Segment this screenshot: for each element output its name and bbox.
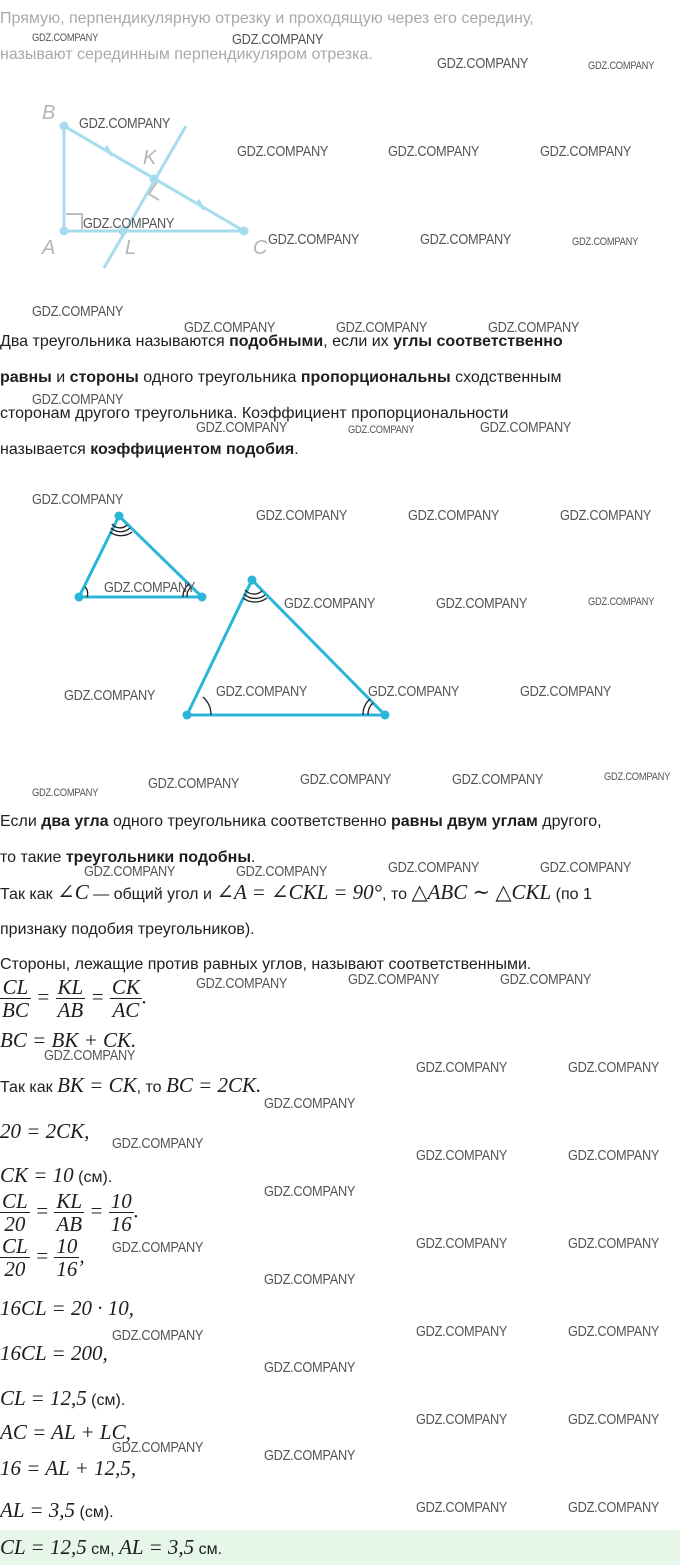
label-b: B	[42, 102, 56, 124]
watermark: GDZ.COMPANY	[148, 775, 240, 792]
equation-ac: AC = AL + LC,	[0, 1420, 131, 1444]
watermark: GDZ.COMPANY	[368, 683, 460, 700]
watermark: GDZ.COMPANY	[79, 115, 171, 132]
label-c: C	[253, 237, 268, 259]
watermark: GDZ.COMPANY	[32, 491, 124, 508]
watermark: GDZ.COMPANY	[104, 579, 196, 596]
watermark: GDZ.COMPANY	[436, 595, 528, 612]
watermark: GDZ.COMPANY	[500, 971, 592, 988]
watermark: GDZ.COMPANY	[540, 143, 632, 160]
watermark: GDZ.COMPANY	[348, 971, 440, 988]
watermark: GDZ.COMPANY	[216, 683, 308, 700]
watermark: GDZ.COMPANY	[196, 975, 288, 992]
watermark: GDZ.COMPANY	[437, 55, 529, 72]
watermark: GDZ.COMPANY	[588, 60, 655, 72]
solution-since-line2: признаку подобия треугольников).	[0, 921, 255, 938]
watermark: GDZ.COMPANY	[416, 1147, 508, 1164]
watermark: GDZ.COMPANY	[268, 231, 360, 248]
answer-box	[0, 1530, 680, 1565]
similar-definition-line3: сторонам другого треугольника. Коэффициент пропорциональности	[0, 405, 509, 422]
equation-cl: CL = 12,5 (см).	[0, 1386, 126, 1410]
watermark: GDZ.COMPANY	[452, 771, 544, 788]
watermark: GDZ.COMPANY	[416, 1499, 508, 1516]
criterion-line2: то такие треугольники подобны.	[0, 849, 256, 866]
proportion-1: $\frac{CL}{BC}$ = $\frac{KL}{AB}$ = $\frac{CK}{AC}$ .	[2, 975, 148, 1022]
similar-definition-line1: Два треугольника называются подобными, если их углы соответственно	[0, 333, 563, 350]
right-angle-a	[66, 214, 82, 229]
watermark: GDZ.COMPANY	[604, 771, 671, 783]
small-angle-b-arc3	[110, 532, 132, 536]
point-k	[150, 175, 159, 184]
watermark: GDZ.COMPANY	[32, 32, 99, 44]
watermark: GDZ.COMPANY	[572, 236, 639, 248]
label-k: K	[143, 147, 157, 169]
label-l: L	[125, 237, 137, 259]
small-vertex-top	[115, 512, 124, 521]
point-b	[60, 122, 69, 131]
figure-similar-triangles	[0, 500, 420, 730]
watermark: GDZ.COMPANY	[237, 143, 329, 160]
large-angle-c-arc2	[363, 699, 370, 715]
watermark: GDZ.COMPANY	[44, 1047, 136, 1064]
perpendicular-definition-line2: называют серединным перпендикуляром отрезка.	[0, 46, 373, 63]
watermark: GDZ.COMPANY	[112, 1327, 204, 1344]
watermark: GDZ.COMPANY	[264, 1183, 356, 1200]
solution-since-line1: Так как ∠C — общий угол и ∠A = ∠CKL = 90°, то △ABC ∼ △CKL (по 1	[0, 880, 592, 904]
watermark: GDZ.COMPANY	[568, 1411, 660, 1428]
watermark: GDZ.COMPANY	[560, 507, 652, 524]
watermark: GDZ.COMPANY	[420, 231, 512, 248]
watermark: GDZ.COMPANY	[568, 1499, 660, 1516]
label-a: A	[42, 237, 56, 259]
proportion-3: $\frac{CL}{20}$ = $\frac{10}{16}$ ,	[2, 1234, 85, 1281]
watermark: GDZ.COMPANY	[184, 319, 276, 336]
watermark: GDZ.COMPANY	[112, 1439, 204, 1456]
watermark: GDZ.COMPANY	[416, 1059, 508, 1076]
watermark: GDZ.COMPANY	[32, 303, 124, 320]
proportion-2: $\frac{CL}{20}$ = $\frac{KL}{AB}$ = $\frac{10}{16}$ .	[2, 1189, 139, 1236]
answer-text: CL = 12,5 см, AL = 3,5 см.	[0, 1535, 223, 1559]
watermark: GDZ.COMPANY	[112, 1135, 204, 1152]
watermark: GDZ.COMPANY	[284, 595, 376, 612]
watermark: GDZ.COMPANY	[196, 419, 288, 436]
watermark: GDZ.COMPANY	[568, 1147, 660, 1164]
watermark: GDZ.COMPANY	[300, 771, 392, 788]
corresponding-sides-text: Стороны, лежащие против равных углов, называют соответственными.	[0, 956, 532, 973]
watermark: GDZ.COMPANY	[540, 859, 632, 876]
watermark: GDZ.COMPANY	[32, 391, 124, 408]
equation-16cl: 16CL = 20 · 10,	[0, 1296, 134, 1320]
watermark: GDZ.COMPANY	[388, 859, 480, 876]
watermark: GDZ.COMPANY	[388, 143, 480, 160]
watermark: GDZ.COMPANY	[232, 31, 324, 48]
watermark: GDZ.COMPANY	[588, 596, 655, 608]
watermark: GDZ.COMPANY	[264, 1359, 356, 1376]
watermark: GDZ.COMPANY	[568, 1059, 660, 1076]
equation-bc: BC = BK + CK.	[0, 1028, 137, 1052]
similar-definition-line2: равны и стороны одного треугольника пропорциональны сходственным	[0, 369, 562, 386]
watermark: GDZ.COMPANY	[520, 683, 612, 700]
point-a	[60, 227, 69, 236]
watermark: GDZ.COMPANY	[236, 863, 328, 880]
watermark: GDZ.COMPANY	[112, 1239, 204, 1256]
watermark: GDZ.COMPANY	[264, 1271, 356, 1288]
watermark: GDZ.COMPANY	[336, 319, 428, 336]
small-vertex-left	[75, 593, 84, 602]
watermark: GDZ.COMPANY	[64, 687, 156, 704]
watermark: GDZ.COMPANY	[568, 1235, 660, 1252]
watermark: GDZ.COMPANY	[416, 1411, 508, 1428]
watermark: GDZ.COMPANY	[488, 319, 580, 336]
equation-ck: CK = 10 (см).	[0, 1163, 113, 1187]
watermark: GDZ.COMPANY	[83, 215, 175, 232]
solution-since-line3: Так как BK = CK, то BC = 2CK.	[0, 1073, 262, 1097]
large-vertex-top	[248, 576, 257, 585]
watermark: GDZ.COMPANY	[348, 424, 415, 436]
watermark: GDZ.COMPANY	[408, 507, 500, 524]
equation-20: 20 = 2CK,	[0, 1119, 90, 1143]
equation-16cl-200: 16CL = 200,	[0, 1341, 108, 1365]
watermark: GDZ.COMPANY	[568, 1323, 660, 1340]
equation-16: 16 = AL + 12,5,	[0, 1456, 137, 1480]
equation-al: AL = 3,5 (см).	[0, 1498, 114, 1522]
watermark: GDZ.COMPANY	[416, 1235, 508, 1252]
large-angle-c-arc1	[368, 703, 373, 715]
point-c	[240, 227, 249, 236]
similar-definition-line4: называется коэффициентом подобия.	[0, 441, 299, 458]
watermark: GDZ.COMPANY	[32, 787, 99, 799]
watermark: GDZ.COMPANY	[264, 1095, 356, 1112]
small-vertex-right	[198, 593, 207, 602]
perpendicular-definition-line1: Прямую, перпендикулярную отрезку и проходящую через его середину,	[0, 10, 534, 27]
large-vertex-left	[183, 711, 192, 720]
large-angle-a-arc	[203, 697, 211, 715]
criterion-line1: Если два угла одного треугольника соответственно равны двум углам другого,	[0, 813, 602, 830]
watermark: GDZ.COMPANY	[264, 1447, 356, 1464]
watermark: GDZ.COMPANY	[480, 419, 572, 436]
watermark: GDZ.COMPANY	[416, 1323, 508, 1340]
watermark: GDZ.COMPANY	[84, 863, 176, 880]
large-vertex-right	[381, 711, 390, 720]
watermark: GDZ.COMPANY	[256, 507, 348, 524]
